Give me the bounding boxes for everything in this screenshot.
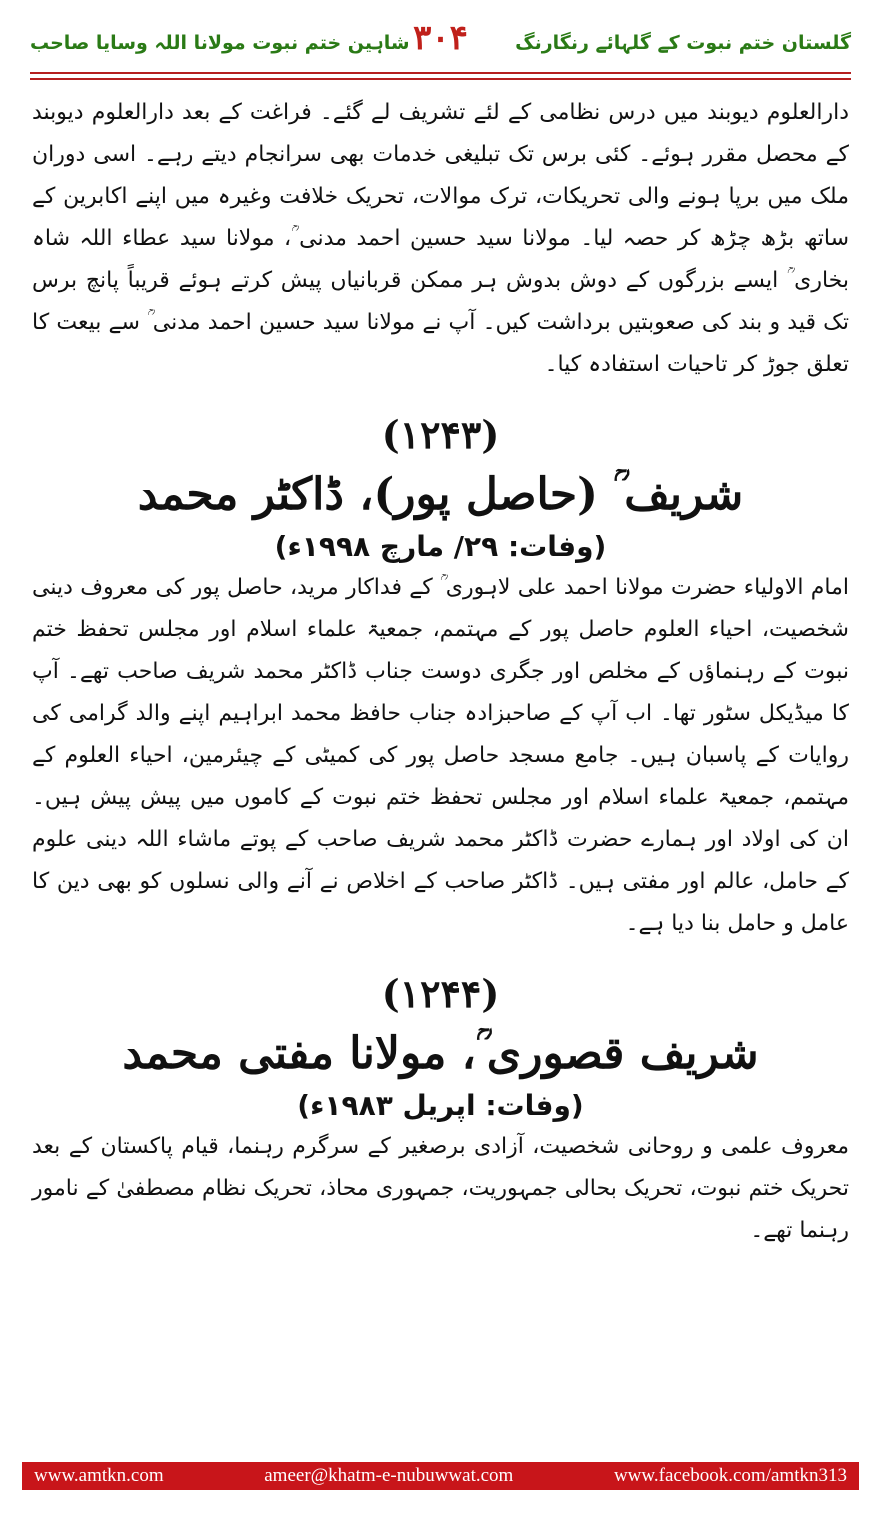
entry-body: معروف علمی و روحانی شخصیت، آزادی برصغیر کے سرگرم رہنما، قیام پاکستان کے بعد تحریک ختم نبوت، تحریک بحالی جمہوریت، جمہوری محاذ، تحریک نظام مصطفیٰ کے نامور رہنما تھے۔ — [32, 1134, 849, 1243]
book-title: گلستان ختم نبوت کے گلہائے رنگارنگ — [515, 32, 851, 54]
footer-bar — [22, 1462, 859, 1490]
page-number: ۳۰۴ — [413, 18, 468, 58]
footer-website-link[interactable]: www.amtkn.com — [34, 1465, 164, 1486]
header-rule-inner — [30, 78, 851, 80]
entry-title: شریف ؒ (حاصل پور)، ڈاکٹر محمد — [137, 469, 744, 520]
entry — [32, 971, 849, 1252]
entry-body: امام الاولیاء حضرت مولانا احمد علی لاہوری ؒ کے فداکار مرید، حاصل پور کی معروف دینی شخصیت، احیاء العلوم حاصل پور کے مہتمم، جمعیۃ علماء اسلام اور مجلس تحفظ ختم نبوت کے رہنماؤں کے مخلص اور جگری دوست جناب ڈاکٹر محمد شریف صاحب تھے۔ آپ کا میڈیکل سٹور تھا۔ اب آپ کے صاحبزادہ جناب حافظ محمد ابراہیم اپنے والد گرامی کی روایات کے پاسبان ہیں۔ جامع مسجد حاصل پور کی کمیٹی کے چیئرمین، احیاء العلوم کے مہتمم، جمعیۃ علماء اسلام اور مجلس تحفظ ختم نبوت کے کاموں میں پیش پیش ہیں۔ ان کی اولاد اور ہمارے حضرت ڈاکٹر محمد شریف صاحب کے پوتے ماشاء اللہ دینی علوم کے حامل، عالم اور مفتی ہیں۔ ڈاکٹر صاحب کے اخلاص نے آنے والی نسلوں کو بھی دین کا عامل و حامل بنا دیا ہے۔ — [32, 575, 849, 936]
page-content — [32, 92, 849, 1252]
entry-date: (وفات: اپریل ۱۹۸۳ء) — [297, 1089, 584, 1122]
entry-date: (وفات: ۲۹/ مارچ ۱۹۹۸ء) — [274, 530, 607, 563]
intro-paragraph: دارالعلوم دیوبند میں درس نظامی کے لئے تشریف لے گئے۔ فراغت کے بعد دارالعلوم دیوبند کے محصل مقرر ہوئے۔ کئی برس تک تبلیغی خدمات بھی سرانجام دیتے رہے۔ اسی دوران ملک میں برپا ہونے والی تحریکات، ترک موالات، تحریک خلافت وغیرہ میں اپنے اکابرین کے ساتھ بڑھ چڑھ کر حصہ لیا۔ مولانا سید حسین احمد مدنی ؒ، مولانا سید عطاء اللہ شاہ بخاری ؒ ایسے بزرگوں کے دوش بدوش ہر ممکن قربانیاں پیش کرتے ہوئے قریباً پانچ برس تک قید و بند کی صعوبتیں برداشت کیں۔ آپ نے مولانا سید حسین احمد مدنی ؒ سے بیعت کا تعلق جوڑ کر تاحیات استفادہ کیا۔ — [32, 100, 849, 377]
entry-number: (۱۲۴۴) — [381, 971, 500, 1016]
footer-email-link[interactable]: ameer@khatm-e-nubuwwat.com — [264, 1465, 514, 1486]
author-title: شاہین ختم نبوت مولانا اللہ وسایا صاحب — [30, 32, 410, 54]
page-header — [30, 18, 851, 68]
entry-number: (۱۲۴۳) — [381, 412, 500, 457]
entry — [32, 412, 849, 945]
footer-facebook-link[interactable]: www.facebook.com/amtkn313 — [613, 1465, 847, 1486]
entry-title: شریف قصوری ؒ، مولانا مفتی محمد — [122, 1028, 759, 1079]
header-rule — [30, 72, 851, 74]
